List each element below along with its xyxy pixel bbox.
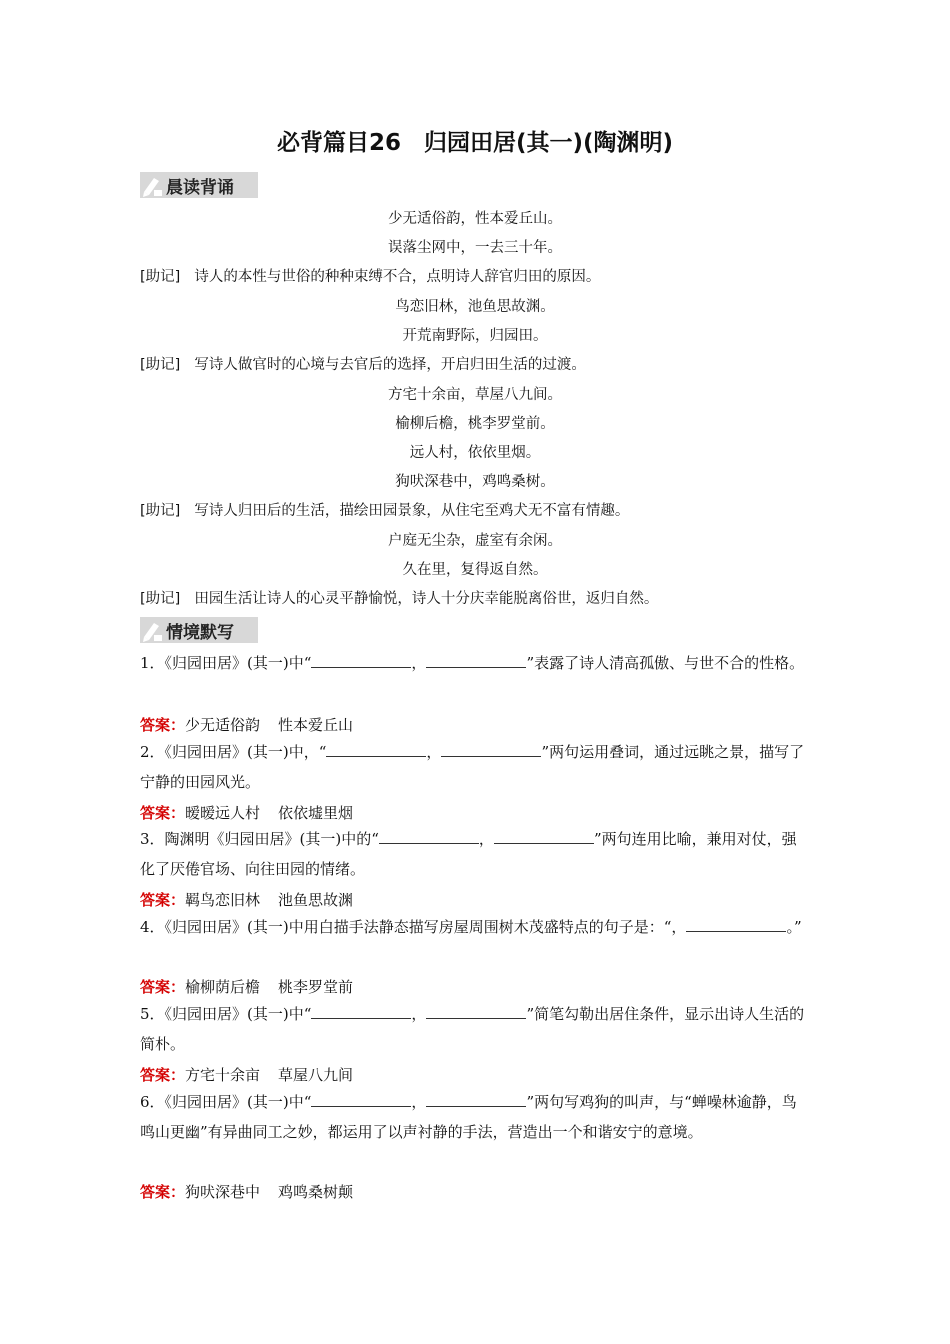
- question-text: ”简笔勾勒出居住条件，显示出诗人生活的简朴。: [140, 1005, 805, 1053]
- note-text: 田园生活让诗人的心灵平静愉悦，诗人十分庆幸能脱离俗世，返归自然。: [194, 591, 659, 607]
- question-text: 5．《归园田居》(其一)中“: [140, 1005, 312, 1023]
- question-text: ”两句写鸡狗的叫声，与“蝉噪林逾静，鸟鸣山更幽”有异曲同工之妙，都运用了以声衬静的手法，营造出一个和谐安宁的意境。: [140, 1093, 797, 1141]
- answer-label: 答案：: [140, 1183, 186, 1201]
- note-tag: [助记]: [140, 357, 181, 373]
- poem-line: 误落尘网中，一去三十年。: [388, 240, 562, 256]
- answer-3: [140, 889, 353, 910]
- note-line: [140, 587, 820, 608]
- question-text: ”两句运用叠词，通过远眺之景，描写了宁静的田园风光。: [140, 743, 805, 791]
- answer-text: 狗吠深巷中: [185, 1183, 261, 1201]
- poem-line: 开荒南野际，归园田。: [402, 328, 548, 344]
- note-line: [140, 353, 820, 374]
- answer-text: 鸡鸣桑树颠: [278, 1183, 354, 1201]
- poem-line: 狗吠深巷中，鸡鸣桑树。: [395, 474, 555, 490]
- answer-text: 暧暧远人村: [185, 804, 261, 822]
- answer-5: [140, 1064, 353, 1085]
- answer-text: 榆柳荫后檐: [185, 978, 261, 996]
- poem-line: 远人村，依依里烟。: [409, 445, 541, 461]
- answer-blank[interactable]: [686, 917, 786, 932]
- answer-text: 方宅十余亩: [185, 1066, 261, 1084]
- question-sep: ，: [411, 1093, 427, 1111]
- poem-line: 久在里，复得返自然。: [402, 562, 548, 578]
- question-text: 6．《归园田居》(其一)中“: [140, 1093, 312, 1111]
- answer-text: 少无适俗韵: [185, 716, 261, 734]
- answer-label: 答案：: [140, 891, 186, 909]
- answer-text: 羁鸟恋旧林: [185, 891, 261, 909]
- section-label: 情境默写: [166, 622, 234, 643]
- question-text: ”表露了诗人清高孤傲、与世不合的性格。: [526, 654, 805, 672]
- question-text: 3．陶渊明《归园田居》(其一)中的“: [140, 830, 379, 848]
- note-tag: [助记]: [140, 269, 181, 285]
- poem-line: 户庭无尘杂，虚室有余闲。: [388, 533, 562, 549]
- note-text: 写诗人做官时的心境与去官后的选择，开启归田生活的过渡。: [194, 357, 586, 373]
- answer-label: 答案：: [140, 804, 186, 822]
- answer-1: [140, 714, 353, 735]
- answer-blank[interactable]: [426, 1004, 526, 1019]
- answer-4: [140, 976, 353, 997]
- question-2: [140, 737, 810, 797]
- question-6: [140, 1087, 810, 1147]
- section-label: 晨读背诵: [166, 177, 234, 198]
- pencil-icon: [140, 617, 164, 643]
- answer-blank[interactable]: [311, 653, 411, 668]
- pencil-icon: [140, 172, 164, 198]
- poem-line: 少无适俗韵，性本爱丘山。: [388, 211, 562, 227]
- note-text: 写诗人归田后的生活，描绘田园景象，从住宅至鸡犬无不富有情趣。: [194, 503, 630, 519]
- answer-text: 桃李罗堂前: [278, 978, 354, 996]
- question-4: [140, 912, 810, 942]
- question-text: 4．《归园田居》(其一)中用白描手法静态描写房屋周围树木茂盛特点的句子是：“: [140, 918, 672, 936]
- answer-blank[interactable]: [379, 829, 479, 844]
- section-header-morning-reading: [140, 172, 258, 198]
- question-text: ”两句连用比喻，兼用对仗，强化了厌倦官场、向往田园的情绪。: [140, 830, 797, 878]
- question-1: [140, 648, 810, 678]
- question-sep: ，: [411, 654, 427, 672]
- note-tag: [助记]: [140, 503, 181, 519]
- answer-blank[interactable]: [426, 1092, 526, 1107]
- poem-line: 鸟恋旧林，池鱼思故渊。: [395, 299, 555, 315]
- question-3: [140, 824, 810, 884]
- answer-text: 性本爱丘山: [278, 716, 354, 734]
- answer-blank[interactable]: [494, 829, 594, 844]
- note-line: [140, 499, 820, 520]
- page-title: 必背篇目26 归园田居(其一)(陶渊明): [276, 130, 674, 156]
- question-sep: ，: [426, 743, 442, 761]
- answer-label: 答案：: [140, 716, 186, 734]
- answer-blank[interactable]: [441, 742, 541, 757]
- answer-text: 草屋八九间: [278, 1066, 354, 1084]
- note-tag: [助记]: [140, 591, 181, 607]
- answer-text: 依依墟里烟: [278, 804, 354, 822]
- answer-blank[interactable]: [426, 653, 526, 668]
- answer-label: 答案：: [140, 1066, 186, 1084]
- answer-blank[interactable]: [311, 1004, 411, 1019]
- poem-line: 方宅十余亩，草屋八九间。: [388, 387, 562, 403]
- note-line: [140, 265, 820, 286]
- section-header-context-dictation: [140, 617, 258, 643]
- answer-blank[interactable]: [311, 1092, 411, 1107]
- poem-line: 榆柳后檐，桃李罗堂前。: [395, 416, 555, 432]
- question-sep: ，: [671, 918, 687, 936]
- answer-2: [140, 802, 353, 823]
- question-sep: ，: [478, 830, 494, 848]
- question-sep: ，: [411, 1005, 427, 1023]
- question-5: [140, 999, 810, 1059]
- question-text: 。”: [786, 918, 802, 936]
- note-text: 诗人的本性与世俗的种种束缚不合，点明诗人辞官归田的原因。: [194, 269, 601, 285]
- answer-label: 答案：: [140, 978, 186, 996]
- answer-text: 池鱼思故渊: [278, 891, 354, 909]
- question-text: 2．《归园田居》(其一)中，“: [140, 743, 327, 761]
- question-text: 1．《归园田居》(其一)中“: [140, 654, 312, 672]
- answer-6: [140, 1181, 353, 1202]
- answer-blank[interactable]: [326, 742, 426, 757]
